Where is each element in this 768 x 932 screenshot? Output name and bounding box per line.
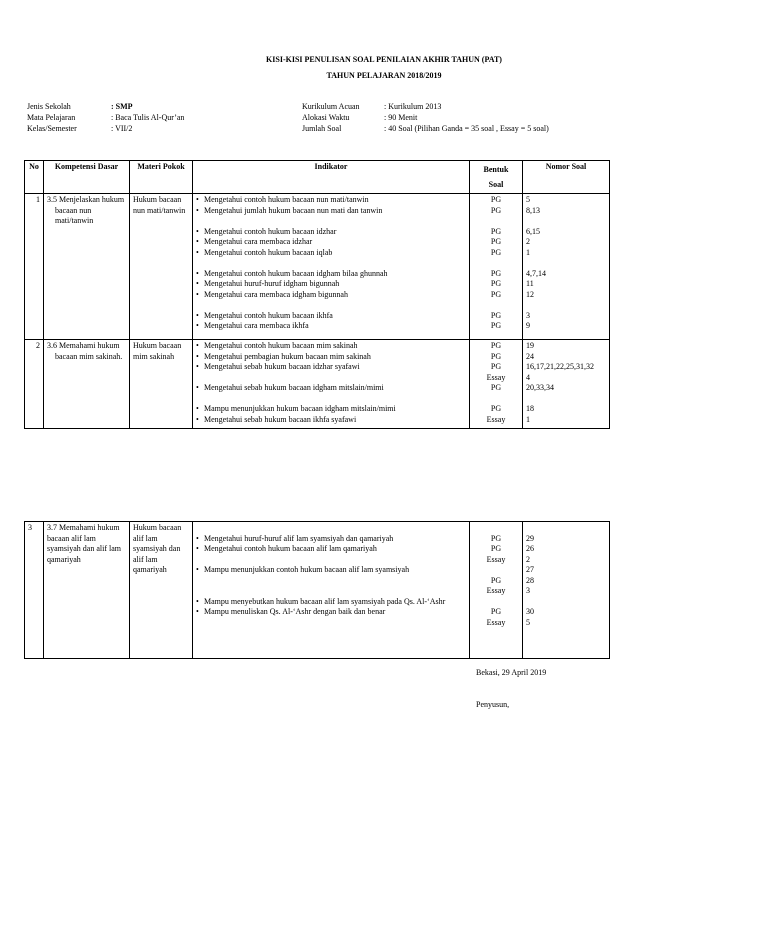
indicator-item: • Mampu menunjukkan hukum bacaan idgham mitslain/mimi <box>196 404 396 413</box>
row-materi: Hukum bacaan nun mati/tanwin <box>130 194 193 340</box>
header-materi: Materi Pokok <box>130 161 193 194</box>
indicator-item: • Mampu menuliskan Qs. Al-‘Ashr dengan baik dan benar <box>196 607 386 616</box>
kisi-table <box>24 160 610 429</box>
indicator-item: • Mengetahui contoh hukum bacaan idgham bilaa ghunnah <box>196 268 388 278</box>
indicator-item: • Mengetahui contoh hukum bacaan mim sakinah <box>196 341 358 350</box>
bentuk-value: Essay <box>486 617 506 627</box>
bentuk-value: Essay <box>486 372 506 382</box>
meta-label: Alokasi Waktu <box>302 113 350 122</box>
indicator-text: Mengetahui cara membaca idzhar <box>204 237 313 246</box>
meta-left <box>27 101 184 134</box>
nomor-value: 19 <box>526 341 534 350</box>
row-kd: 3.5 Menjelaskan hukum bacaan nun mati/tanwin <box>44 194 130 340</box>
meta-value: : VII/2 <box>111 124 133 133</box>
row-nomor <box>523 340 610 429</box>
nomor-value: 5 <box>526 195 530 204</box>
table-header-row <box>25 161 610 194</box>
indicator-text: Mampu menuliskan Qs. Al-‘Ashr dengan baik dan benar <box>204 607 386 616</box>
row-no: 3 <box>25 522 44 659</box>
indicator-text: Mampu menyebutkan hukum bacaan alif lam syamsiyah pada Qs. Al-‘Ashr <box>204 596 446 606</box>
nomor-value: 24 <box>526 351 534 361</box>
row-materi: Hukum bacaan alif lam syamsiyah dan alif lam qamariyah <box>130 522 193 659</box>
indicator-text: Mengetahui pembagian hukum bacaan mim sakinah <box>204 351 371 361</box>
indicator-item: • Mengetahui contoh hukum bacaan ikhfa <box>196 310 333 320</box>
nomor-value: 12 <box>526 289 534 299</box>
nomor-value: 27 <box>526 565 534 574</box>
bentuk-value: Essay <box>486 414 506 424</box>
indicator-text: Mengetahui contoh hukum bacaan mim sakinah <box>204 341 358 350</box>
document-title: KISI-KISI PENULISAN SOAL PENILAIAN AKHIR TAHUN (PAT) <box>266 55 502 64</box>
bentuk-value: PG <box>490 279 502 288</box>
meta-label: Kelas/Semester <box>27 124 77 133</box>
bentuk-value: PG <box>490 544 502 553</box>
bentuk-value: PG <box>490 195 502 204</box>
meta-right <box>302 101 549 134</box>
meta-label: Jenis Sekolah <box>27 102 71 111</box>
row-bentuk <box>470 522 523 659</box>
row-indikator <box>193 522 470 659</box>
row-bentuk <box>470 340 523 429</box>
indicator-text: Mengetahui contoh hukum bacaan alif lam qamariyah <box>204 544 377 553</box>
place-date: Bekasi, 29 April 2019 <box>476 668 547 677</box>
indicator-item: • Mengetahui cara membaca idzhar <box>196 237 313 246</box>
meta-label: Jumlah Soal <box>302 124 342 133</box>
meta-label: Kurikulum Acuan <box>302 102 360 111</box>
indicator-item: • Mengetahui sebab hukum bacaan idzhar syafawi <box>196 362 360 371</box>
indicator-text: Mengetahui sebab hukum bacaan idgham mitslain/mimi <box>204 383 384 392</box>
row-materi: Hukum bacaan mim sakinah <box>130 340 193 429</box>
meta-value: : Kurikulum 2013 <box>384 102 442 111</box>
header-bentuk-line1: Bentuk <box>483 165 509 174</box>
bentuk-value: PG <box>490 341 502 350</box>
nomor-value: 5 <box>526 617 530 627</box>
row-bentuk <box>470 194 523 340</box>
bentuk-value: PG <box>490 247 502 257</box>
indicator-item: • Mengetahui contoh hukum bacaan alif lam qamariyah <box>196 544 377 553</box>
meta-label: Mata Pelajaran <box>27 113 76 122</box>
indicator-text: Mengetahui huruf-huruf alif lam syamsiyah dan qamariyah <box>204 533 394 543</box>
table-row <box>25 522 610 659</box>
table-row <box>25 194 610 340</box>
meta-value: : 40 Soal (Pilihan Ganda = 35 soal , Essay = 5 soal) <box>384 124 549 133</box>
indicator-text: Mengetahui jumlah hukum bacaan nun mati dan tanwin <box>204 205 383 215</box>
bentuk-value: PG <box>490 205 502 215</box>
row-nomor <box>523 194 610 340</box>
nomor-value: 20,33,34 <box>526 383 554 392</box>
indicator-text: Mampu menunjukkan contoh hukum bacaan alif lam syamsiyah <box>204 565 410 574</box>
nomor-value: 8,13 <box>526 205 540 215</box>
row-kd: 3.7 Memahami hukum bacaan alif lam syamsiyah dan alif lam qamariyah <box>44 522 130 659</box>
bentuk-value: Essay <box>486 586 506 595</box>
bentuk-value: PG <box>490 351 502 361</box>
row-indikator <box>193 194 470 340</box>
header-indikator: Indikator <box>193 161 470 194</box>
indicator-text: Mengetahui contoh hukum bacaan nun mati/tanwin <box>204 195 369 204</box>
header-no: No <box>25 161 44 194</box>
indicator-text: Mengetahui contoh hukum bacaan iqlab <box>204 247 333 257</box>
nomor-value: 9 <box>526 321 530 330</box>
indicator-item: • Mengetahui cara membaca idgham bigunnah <box>196 289 348 299</box>
indicator-text: Mengetahui sebab hukum bacaan idzhar syafawi <box>204 362 360 371</box>
row-no: 2 <box>25 340 44 429</box>
header-bentuk <box>470 161 523 194</box>
bentuk-value: PG <box>490 268 502 278</box>
bentuk-value: Essay <box>486 554 506 564</box>
nomor-value: 11 <box>526 279 534 288</box>
nomor-value: 26 <box>526 544 534 553</box>
document-subtitle: TAHUN PELAJARAN 2018/2019 <box>326 71 442 80</box>
indicator-item: • Mengetahui sebab hukum bacaan idgham mitslain/mimi <box>196 383 384 392</box>
bentuk-value: PG <box>490 404 502 413</box>
bentuk-value: PG <box>490 226 502 236</box>
bentuk-value: PG <box>490 321 502 330</box>
header-kd: Kompetensi Dasar <box>44 161 130 194</box>
indicator-item: • Mengetahui contoh hukum bacaan idzhar <box>196 226 337 236</box>
nomor-value: 2 <box>526 554 530 564</box>
indicator-text: Mampu menunjukkan hukum bacaan idgham mitslain/mimi <box>204 404 396 413</box>
indicator-text: Mengetahui cara membaca idgham bigunnah <box>204 289 348 299</box>
nomor-value: 6,15 <box>526 226 540 236</box>
nomor-value: 28 <box>526 575 534 585</box>
nomor-value: 3 <box>526 586 530 595</box>
indicator-item: • Mampu menunjukkan contoh hukum bacaan alif lam syamsiyah <box>196 565 410 574</box>
nomor-value: 1 <box>526 414 530 424</box>
bentuk-value: PG <box>490 607 502 616</box>
header-nomor: Nomor Soal <box>523 161 610 194</box>
indicator-item: • Mengetahui sebab hukum bacaan ikhfa syafawi <box>196 414 357 424</box>
bentuk-value: PG <box>490 533 502 543</box>
bentuk-value: PG <box>490 289 502 299</box>
indicator-text: Mengetahui sebab hukum bacaan ikhfa syafawi <box>204 414 357 424</box>
nomor-value: 4 <box>526 372 530 382</box>
meta-value: : Baca Tulis Al-Qur’an <box>111 113 185 122</box>
row-nomor <box>523 522 610 659</box>
indicator-item: • Mengetahui huruf-huruf alif lam syamsiyah dan qamariyah <box>196 533 394 543</box>
indicator-item: • Mengetahui cara membaca ikhfa <box>196 321 309 330</box>
table-row <box>25 340 610 429</box>
nomor-value: 2 <box>526 237 530 246</box>
meta-value: : 90 Menit <box>384 113 418 122</box>
nomor-value: 4,7,14 <box>526 268 546 278</box>
indicator-text: Mengetahui huruf-huruf idgham bigunnah <box>204 279 340 288</box>
indicator-item: • Mampu menyebutkan hukum bacaan alif lam syamsiyah pada Qs. Al-‘Ashr <box>196 596 446 606</box>
nomor-value: 1 <box>526 247 530 257</box>
meta-value: : SMP <box>111 102 133 111</box>
indicator-text: Mengetahui contoh hukum bacaan idgham bilaa ghunnah <box>204 268 388 278</box>
bentuk-value: PG <box>490 237 502 246</box>
indicator-text: Mengetahui contoh hukum bacaan ikhfa <box>204 310 333 320</box>
indicator-item: • Mengetahui contoh hukum bacaan iqlab <box>196 247 333 257</box>
bentuk-value: PG <box>490 362 502 371</box>
indicator-text: Mengetahui cara membaca ikhfa <box>204 321 309 330</box>
kisi-table-continued <box>24 521 610 659</box>
nomor-value: 30 <box>526 607 534 616</box>
nomor-value: 29 <box>526 533 534 543</box>
bentuk-value: PG <box>490 310 502 320</box>
bentuk-value: PG <box>490 575 502 585</box>
indicator-text: Mengetahui contoh hukum bacaan idzhar <box>204 226 337 236</box>
indicator-item: • Mengetahui pembagian hukum bacaan mim sakinah <box>196 351 371 361</box>
row-kd: 3.6 Memahami hukum bacaan mim sakinah. <box>44 340 130 429</box>
indicator-item: • Mengetahui contoh hukum bacaan nun mati/tanwin <box>196 195 369 204</box>
bentuk-value: PG <box>490 383 502 392</box>
nomor-value: 3 <box>526 310 530 320</box>
signer-label: Penyusun, <box>476 700 510 709</box>
row-no: 1 <box>25 194 44 340</box>
header-bentuk-line2: Soal <box>488 180 504 189</box>
row-indikator <box>193 340 470 429</box>
nomor-value: 16,17,21,22,25,31,32 <box>526 362 594 371</box>
nomor-value: 18 <box>526 404 534 413</box>
indicator-item: • Mengetahui huruf-huruf idgham bigunnah <box>196 279 340 288</box>
indicator-item: • Mengetahui jumlah hukum bacaan nun mati dan tanwin <box>196 205 383 215</box>
